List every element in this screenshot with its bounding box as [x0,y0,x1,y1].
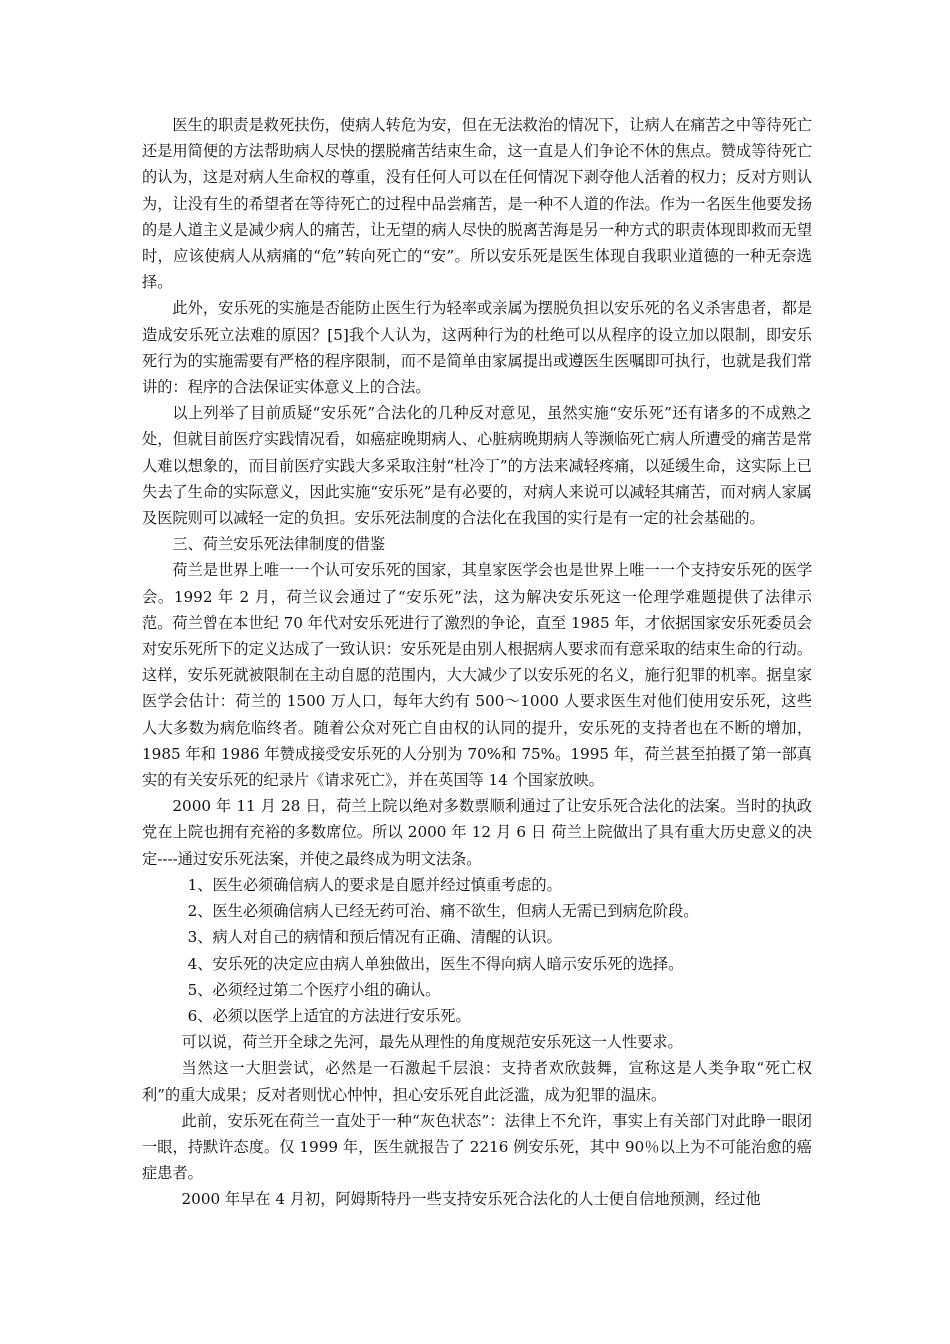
paragraph-first-in-world: 可以说，荷兰开全球之先河，最先从理性的角度规范安乐死这一人性要求。 [181,1033,683,1052]
list-item: 4、安乐死的决定应由病人单独做出，医生不得向病人暗示安乐死的选择。 [187,954,684,973]
paragraph-legislation-difficulty: 此外，安乐死的实施是否能防止医生行为轻率或亲属为摆脱负担以安乐死的名义杀害患者，都是造成安乐死立法难的原因？[5]我个人认为，这两种行为的杜绝可以从程序的设立加以限制，即安乐死行为的实施需要有严格的程序限制，而不是简单由家属提出或遵医生医嘱即可执行，也就是我们常讲的：程序的合法保证实体意义上的合法。 [142,299,812,397]
list-item: 2、医生必须确信病人已经无药可治、痛不欲生，但病人无需已到病危阶段。 [187,902,699,921]
document-page [142,112,812,1213]
paragraph-doctor-duty: 医生的职责是救死扶伤，使病人转危为安，但在无法救治的情况下，让病人在痛苦之中等待死亡还是用简便的方法帮助病人尽快的摆脱痛苦结束生命，这一直是人们争论不休的焦点。赞成等待死亡的认为，这是对病人生命权的尊重，没有任何人可以在任何情况下剥夺他人活着的权力；反对方则认为，让没有生的希望者在等待死亡的过程中品尝痛苦，是一种不人道的作法。作为一名医生他要发扬的是人道主义是减少病人的痛苦，让无望的病人尽快的脱离苦海是另一种方式的职责体现即救而无望时，应该使病人从病痛的“危”转向死亡的“安”。所以安乐死是医生体现自我职业道德的一种无奈选择。 [142,116,812,292]
section-heading: 三、荷兰安乐死法律制度的借鉴 [172,535,386,554]
paragraph-senate-vote: 2000 年 11 月 28 日，荷兰上院以绝对多数票顺利通过了让安乐死合法化的法案。当时的执政党在上院也拥有充裕的多数席位。所以 2000 年 12 月 6 日 荷兰上院做出了具有重大历史意义的决定----通过安乐死法案，并使之最终成为明文法条。 [142,797,812,868]
paragraph-objections-summary: 以上列举了目前质疑“安乐死”合法化的几种反对意见，虽然实施“安乐死”还有诸多的不成熟之处，但就目前医疗实践情况看，如癌症晚期病人、心脏病晚期病人等濒临死亡病人所遭受的痛苦是常人难以想象的，而目前医疗实践大多采取注射“杜冷丁”的方法来减轻疼痛，以延缓生命，这实际上已失去了生命的实际意义，因此实施“安乐死”是有必要的，对病人来说可以减轻其痛苦，而对病人家属及医院则可以减轻一定的负担。安乐死法制度的合法化在我国的实行是有一定的社会基础的。 [142,404,812,528]
paragraph-grey-status: 此前，安乐死在荷兰一直处于一种“灰色状态”：法律上不允许，事实上有关部门对此睁一眼闭一眼，持默许态度。仅 1999 年，医生就报告了 2216 例安乐死，其中 90％以上为不可能治愈的癌症患者。 [142,1111,812,1183]
paragraph-reactions: 当然这一大胆尝试，必然是一石激起千层浪：支持者欢欣鼓舞，宣称这是人类争取“死亡权利”的重大成果；反对者则忧心忡忡，担心安乐死自此泛滥，成为犯罪的温床。 [142,1059,812,1104]
list-item: 3、病人对自己的病情和预后情况有正确、清醒的认识。 [187,928,562,947]
list-item: 5、必须经过第二个医疗小组的确认。 [187,980,441,999]
list-item: 1、医生必须确信病人的要求是自愿并经过慎重考虑的。 [187,875,562,894]
paragraph-netherlands-overview: 荷兰是世界上唯一一个认可安乐死的国家，其皇家医学会也是世界上唯一一个支持安乐死的医学会。1992 年 2 月，荷兰议会通过了“安乐死”法，这为解决安乐死这一伦理学难题提供了法律示范。荷兰曾在本世纪 70 年代对安乐死进行了激烈的争论，直至 1985 年，才依据国家安乐死委员会对安乐死所下的定义达成了一致认识：安乐死是由别人根据病人要求而有意采取的结束生命的行动。这样，安乐死就被限制在主动自愿的范围内，大大减少了以安乐死的名义，施行犯罪的机率。据皇家医学会估计：荷兰的 1500 万人口，每年大约有 500～1000 人要求医生对他们使用安乐死，这些人大多数为病危临终者。随着公众对死亡自由权的认同的提升，安乐死的支持者也在不断的增加，1985 年和 1986 年赞成接受安乐死的人分别为 70%和 75%。1995 年，荷兰甚至拍摄了第一部真实的有关安乐死的纪录片《请求死亡》，并在英国等 14 个国家放映。 [142,561,812,790]
list-item: 6、必须以医学上适宜的方法进行安乐死。 [187,1006,471,1025]
paragraph-amsterdam-prediction: 2000 年早在 4 月初，阿姆斯特丹一些支持安乐死合法化的人士便自信地预测，经过他 [181,1190,761,1209]
